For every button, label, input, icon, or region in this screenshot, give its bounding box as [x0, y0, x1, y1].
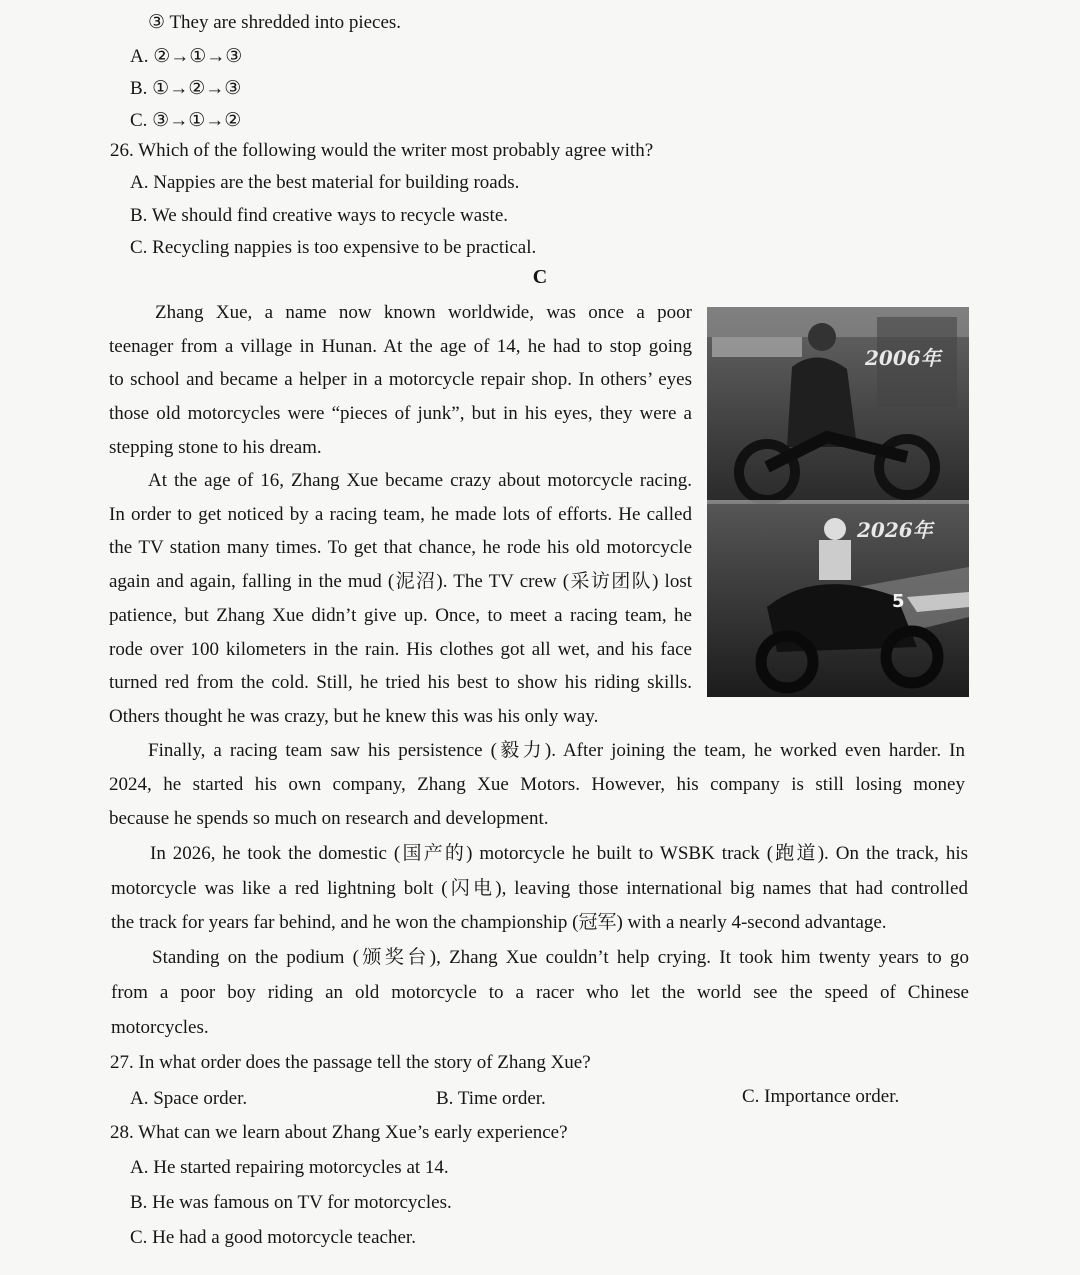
p2-line-8: Others thought he was crazy, but he knew this was his only way. [109, 706, 599, 727]
p1-line-4: those old motorcycles were “pieces of junk”, but in his eyes, they were a [109, 403, 692, 424]
q25-option-c[interactable]: C. ③→①→② [130, 110, 242, 131]
q27-option-a[interactable]: A. Space order. [130, 1088, 248, 1109]
p3-line-1: Finally, a racing team saw his persistence (毅力). After joining the team, he worked even harder. In [148, 740, 965, 761]
q28-stem: 28. What can we learn about Zhang Xue’s early experience? [110, 1122, 568, 1143]
p2-line-2: In order to get noticed by a racing team, he made lots of efforts. He called [109, 504, 692, 525]
photo-label-2006: 2006年 [865, 346, 941, 370]
q27-option-c[interactable]: C. Importance order. [742, 1086, 900, 1107]
p3-line-3: because he spends so much on research and development. [109, 808, 549, 829]
q25-item-3: ③ They are shredded into pieces. [148, 12, 402, 33]
p2-line-3: the TV station many times. To get that chance, he rode his old motorcycle [109, 537, 692, 558]
bike-number: 5 [892, 591, 905, 612]
q25-option-b[interactable]: B. ①→②→③ [130, 78, 242, 99]
p2-line-5: patience, but Zhang Xue didn’t give up. Once, to meet a racing team, he [109, 605, 692, 626]
rider-body-bottom [819, 540, 851, 580]
p5-line-2: from a poor boy riding an old motorcycle to a racer who let the world see the speed of Chinese [111, 982, 969, 1003]
p2-line-6: rode over 100 kilometers in the rain. His clothes got all wet, and his face [109, 639, 692, 660]
rider-head-top [808, 323, 836, 351]
q26-option-a[interactable]: A. Nappies are the best material for building roads. [130, 172, 520, 193]
p1-line-5: stepping stone to his dream. [109, 437, 322, 458]
p1-line-2: teenager from a village in Hunan. At the age of 14, he had to stop going [109, 336, 692, 357]
photo-label-2026: 2026年 [857, 518, 933, 542]
q26-stem: 26. Which of the following would the writer most probably agree with? [110, 140, 654, 161]
p2-line-4: again and again, falling in the mud (泥沼). The TV crew (采访团队) lost [109, 571, 692, 592]
rider-head-bottom [824, 518, 846, 540]
q26-option-c[interactable]: C. Recycling nappies is too expensive to be practical. [130, 237, 537, 258]
q25-option-a[interactable]: A. ②→①→③ [130, 46, 243, 67]
q28-option-c[interactable]: C. He had a good motorcycle teacher. [130, 1227, 416, 1248]
section-title: C [532, 266, 548, 288]
p2-line-7: turned red from the cold. Still, he tried his best to show his riding skills. [109, 672, 692, 693]
p1-line-1: Zhang Xue, a name now known worldwide, was once a poor [155, 302, 692, 323]
p4-line-1: In 2026, he took the domestic (国产的) motorcycle he built to WSBK track (跑道). On the track, his [150, 843, 968, 864]
p4-line-3: the track for years far behind, and he won the championship (冠军) with a nearly 4-second advantage. [111, 912, 887, 933]
p2-line-1: At the age of 16, Zhang Xue became crazy about motorcycle racing. [148, 470, 692, 491]
p3-line-2: 2024, he started his own company, Zhang Xue Motors. However, his company is still losing money [109, 774, 965, 795]
q28-option-b[interactable]: B. He was famous on TV for motorcycles. [130, 1192, 452, 1213]
q27-option-b[interactable]: B. Time order. [436, 1088, 546, 1109]
p5-line-1: Standing on the podium (颁奖台), Zhang Xue couldn’t help crying. It took him twenty years to go [152, 947, 969, 968]
q28-option-a[interactable]: A. He started repairing motorcycles at 14. [130, 1157, 449, 1178]
p5-line-3: motorcycles. [111, 1017, 209, 1038]
p1-line-3: to school and became a helper in a motorcycle repair shop. In others’ eyes [109, 369, 692, 390]
p4-line-2: motorcycle was like a red lightning bolt (闪电), leaving those international big names that had controlled [111, 878, 968, 899]
q26-option-b[interactable]: B. We should find creative ways to recycle waste. [130, 205, 508, 226]
q27-stem: 27. In what order does the passage tell the story of Zhang Xue? [110, 1052, 591, 1073]
photo-motorcycle-then-and-now [707, 307, 969, 697]
